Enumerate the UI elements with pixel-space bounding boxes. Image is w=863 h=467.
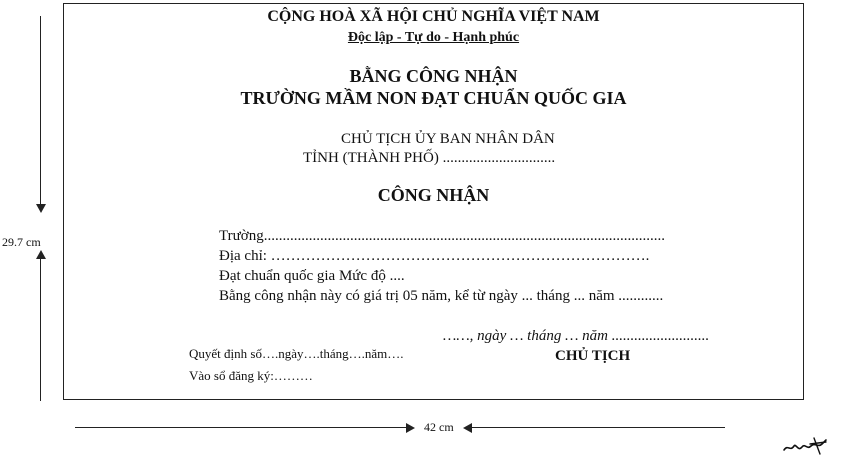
height-arrow-lower-line: [40, 259, 41, 401]
width-arrow-right-line: [472, 427, 725, 428]
validity-line: Bằng công nhận này có giá trị 05 năm, kể từ ngày ... tháng ... năm ............: [219, 288, 664, 304]
width-arrow-left-head: [463, 423, 472, 433]
height-arrow-down-head: [36, 204, 46, 213]
motto: [63, 30, 804, 46]
address-line: Địa chỉ: ………………………………………………………………….: [219, 248, 650, 264]
registry-line: Vào sổ đăng ký:………: [189, 368, 313, 383]
height-arrow-up-head: [36, 250, 46, 259]
decision-line: Quyết định số….ngày….tháng….năm….: [189, 346, 404, 361]
motto-text: Độc lập - Tự do - Hạnh phúc: [347, 30, 520, 45]
width-label: 42 cm: [424, 420, 454, 434]
standard-line: Đạt chuẩn quốc gia Mức độ ....: [219, 268, 405, 284]
certificate-title-line2: TRƯỜNG MẦM NON ĐẠT CHUẨN QUỐC GIA: [240, 88, 627, 108]
height-arrow-upper-line: [40, 16, 41, 208]
signer-title: CHỦ TỊCH: [555, 348, 631, 364]
handwritten-initials: [780, 430, 840, 460]
nation-heading: CỘNG HOÀ XÃ HỘI CHỦ NGHĨA VIỆT NAM: [267, 8, 600, 25]
school-line: Trường...........................................................................................................: [219, 228, 665, 244]
width-arrow-right-head: [406, 423, 415, 433]
height-label: 29.7 cm: [2, 235, 41, 249]
date-line: ……, ngày … tháng … năm ..........................: [443, 328, 710, 344]
issuer-line1: CHỦ TỊCH ỦY BAN NHÂN DÂN: [341, 131, 555, 147]
issuer-line2: TỈNH (THÀNH PHỐ) ..............................: [303, 150, 556, 166]
recognize-heading: CÔNG NHẬN: [377, 185, 490, 205]
width-arrow-left-line: [75, 427, 408, 428]
certificate-title-line1: BẰNG CÔNG NHẬN: [349, 66, 518, 86]
